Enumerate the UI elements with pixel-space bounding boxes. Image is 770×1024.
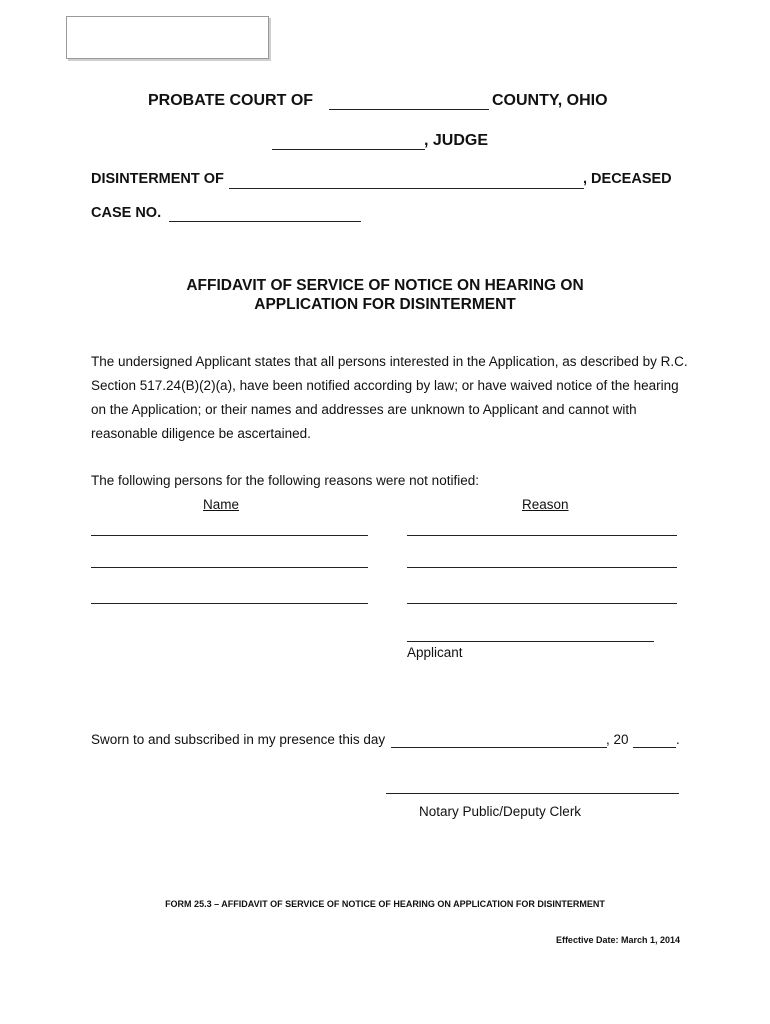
reason-line-3[interactable]	[407, 603, 677, 604]
sworn-date-blank[interactable]	[391, 747, 607, 748]
applicant-signature-line[interactable]	[407, 641, 654, 642]
notary-signature-line[interactable]	[386, 793, 679, 794]
deceased-name-blank[interactable]	[229, 188, 584, 189]
form-title-line1: AFFIDAVIT OF SERVICE OF NOTICE ON HEARING ON	[186, 277, 584, 294]
year-prefix: , 20	[606, 732, 629, 747]
year-blank[interactable]	[633, 747, 676, 748]
reason-column-header: Reason	[522, 497, 569, 512]
year-suffix: .	[676, 732, 680, 747]
applicant-label: Applicant	[407, 645, 463, 660]
notary-label: Notary Public/Deputy Clerk	[419, 804, 582, 819]
form-footer: FORM 25.3 – AFFIDAVIT OF SERVICE OF NOTICE OF HEARING ON APPLICATION FOR DISINTERMENT	[165, 899, 605, 909]
disinterment-suffix: , DECEASED	[583, 171, 672, 187]
effective-date: Effective Date: March 1, 2014	[555, 935, 680, 945]
stamp-box	[66, 16, 269, 59]
name-line-1[interactable]	[91, 535, 368, 536]
reason-line-1[interactable]	[407, 535, 677, 536]
form-title-line2: APPLICATION FOR DISINTERMENT	[254, 296, 516, 313]
case-no-blank[interactable]	[169, 221, 361, 222]
name-column-header: Name	[203, 497, 240, 512]
form-title	[0, 276, 770, 314]
sworn-text: Sworn to and subscribed in my presence this day	[91, 732, 386, 747]
affidavit-paragraph: The undersigned Applicant states that all persons interested in the Application, as described by R.C. Section 517.24(B)(2)(a), have been notified according by law; or have waived notice of the hearing on the Application; or their names and addresses are unknown to Applicant and cannot with reasonable diligence be ascertained.	[91, 354, 688, 441]
court-suffix: COUNTY, OHIO	[492, 92, 608, 109]
case-no-label: CASE NO.	[91, 205, 162, 221]
judge-label: , JUDGE	[424, 132, 489, 149]
judge-blank[interactable]	[272, 149, 425, 150]
not-notified-text: The following persons for the following reasons were not notified:	[91, 473, 479, 488]
name-line-3[interactable]	[91, 603, 368, 604]
name-line-2[interactable]	[91, 567, 368, 568]
disinterment-prefix: DISINTERMENT OF	[91, 171, 224, 187]
reason-line-2[interactable]	[407, 567, 677, 568]
court-prefix: PROBATE COURT OF	[148, 92, 314, 109]
county-blank[interactable]	[329, 109, 489, 110]
